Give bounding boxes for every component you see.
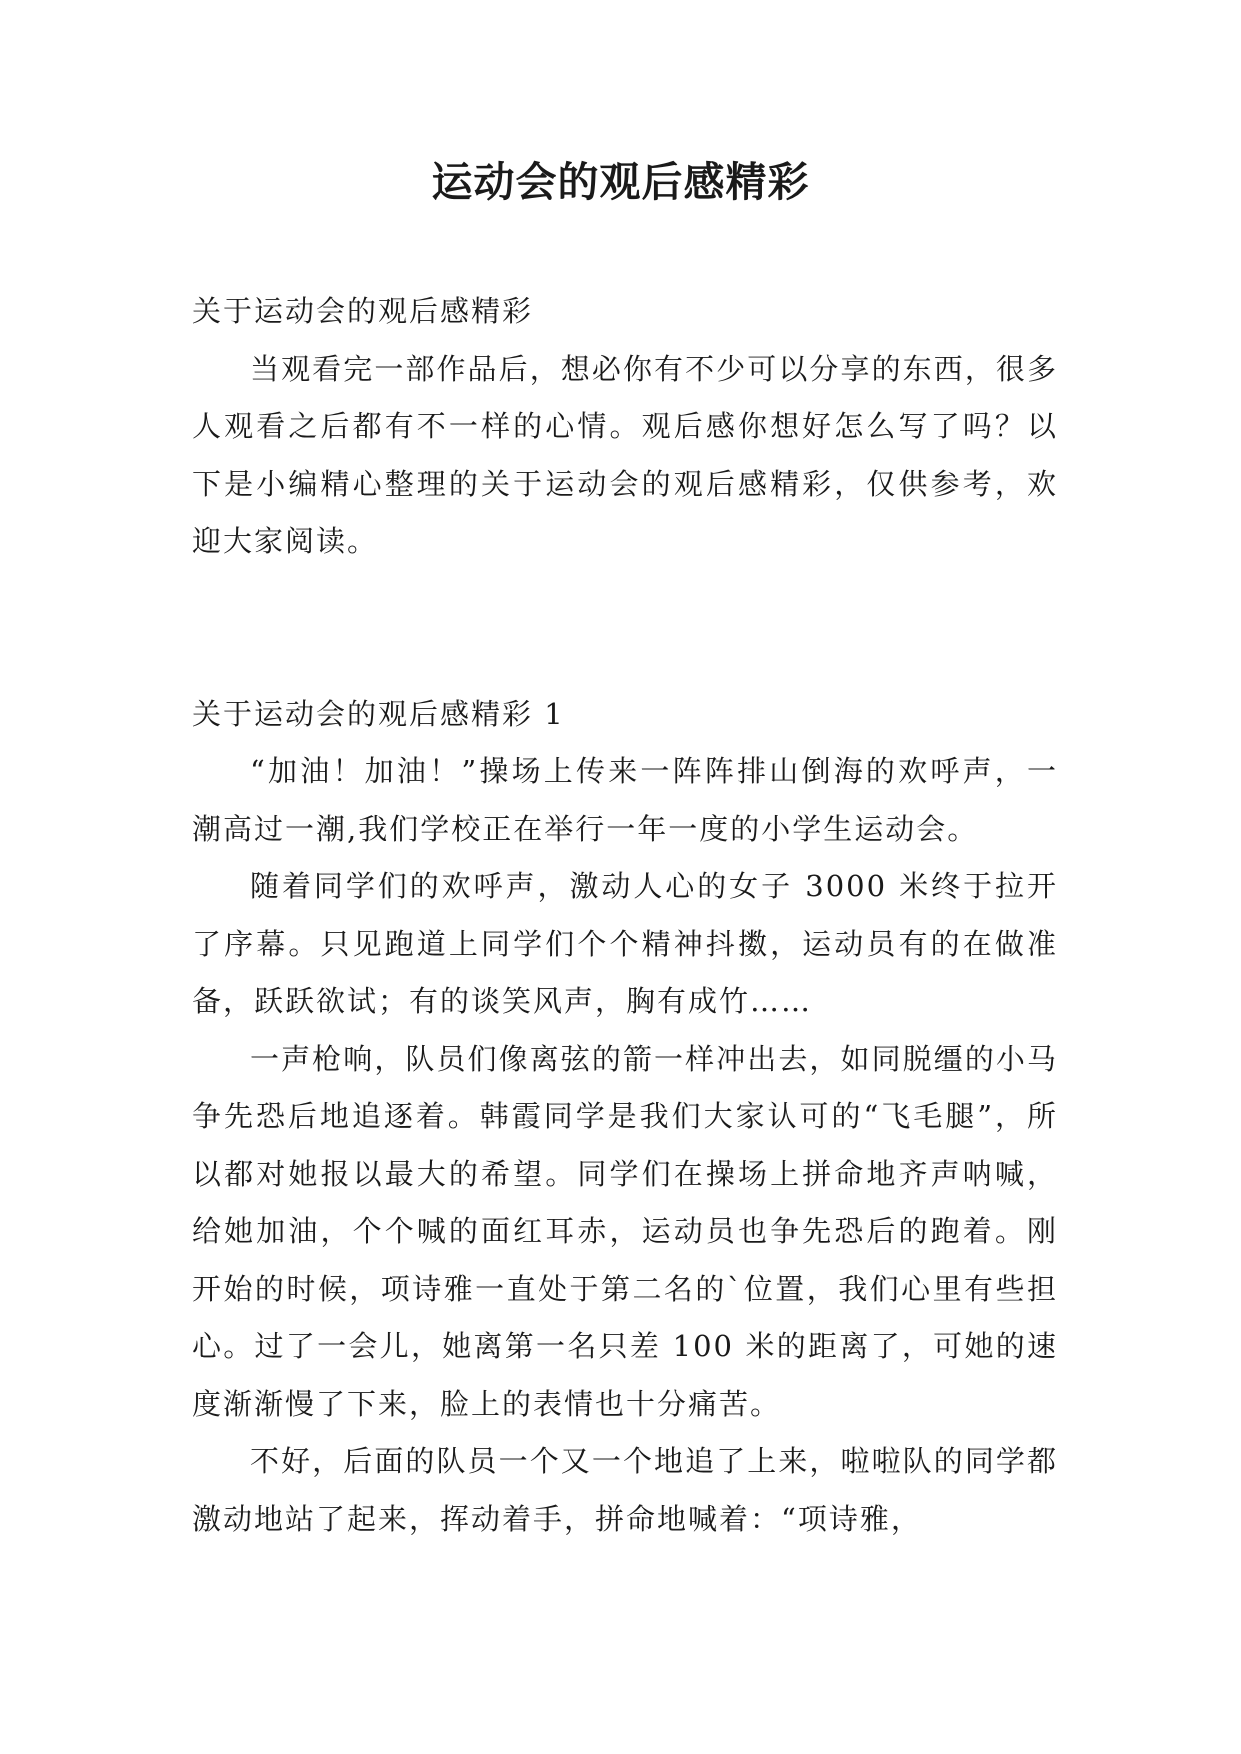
body-paragraph: 随着同学们的欢呼声，激动人心的女子 3000 米终于拉开了序幕。只见跑道上同学们个个精神抖擞，运动员有的在做准备，跃跃欲试；有的谈笑风声，胸有成竹……: [192, 869, 1058, 1018]
section-spacer: [192, 571, 1058, 686]
document-title: 运动会的观后感精彩: [431, 158, 810, 206]
document-body: [192, 283, 1058, 1548]
body-paragraph: “加油！加油！”操场上传来一阵阵排山倒海的欢呼声，一潮高过一潮,我们学校正在举行一年一度的小学生运动会。: [192, 754, 1058, 846]
body-paragraph: 一声枪响，队员们像离弦的箭一样冲出去，如同脱缰的小马争先恐后地追逐着。韩霞同学是我们大家认可的“飞毛腿”，所以都对她报以最大的希望。同学们在操场上拼命地齐声呐喊，给她加油，个个喊的面红耳赤，运动员也争先恐后的跑着。刚开始的时候，项诗雅一直处于第二名的`位置，我们心里有些担心。过了一会儿，她离第一名只差 100 米的距离了，可她的速度渐渐慢了下来，脸上的表情也十分痛苦。: [192, 1041, 1058, 1421]
intro-paragraph: 当观看完一部作品后，想必你有不少可以分享的东西，很多人观看之后都有不一样的心情。观后感你想好怎么写了吗？以下是小编精心整理的关于运动会的观后感精彩，仅供参考，欢迎大家阅读。: [192, 351, 1058, 558]
subtitle: 关于运动会的观后感精彩: [192, 294, 534, 328]
section-heading: 关于运动会的观后感精彩 1: [192, 696, 565, 731]
body-paragraph: 不好，后面的队员一个又一个地追了上来，啦啦队的同学都激动地站了起来，挥动着手，拼命地喊着：“项诗雅，: [192, 1444, 1058, 1536]
